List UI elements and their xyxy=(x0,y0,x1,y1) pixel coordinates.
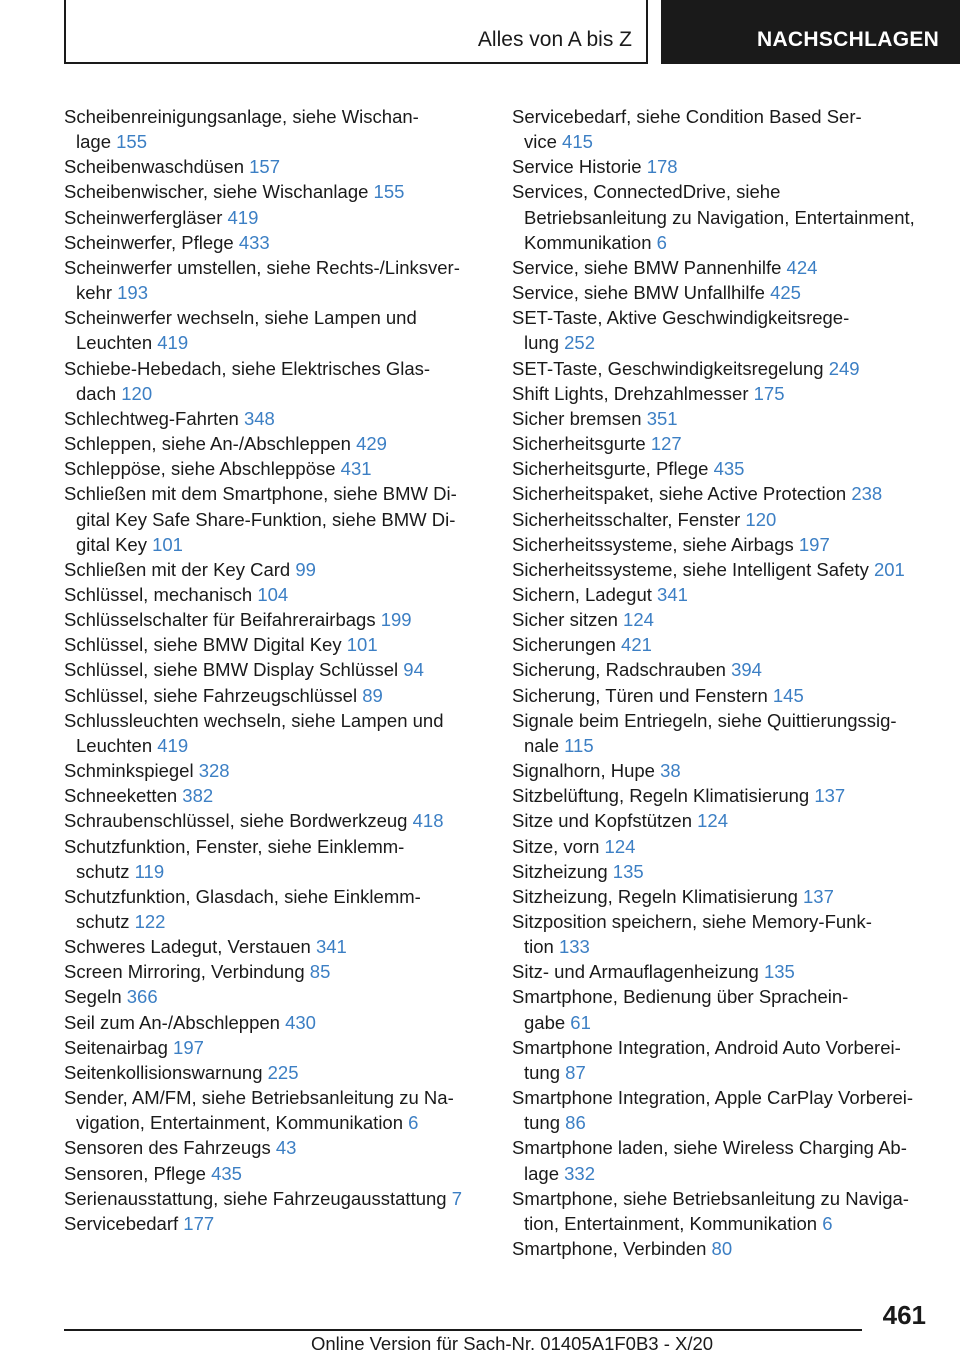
index-entry xyxy=(512,305,937,355)
index-term: dach xyxy=(76,382,117,404)
index-term: gital Key Safe Share-Funktion, siehe BMW Di- xyxy=(76,508,456,530)
index-entry xyxy=(512,708,937,758)
index-entry xyxy=(64,984,484,1009)
page-reference-link[interactable]: 201 xyxy=(873,558,905,580)
index-term: vigation, Entertainment, Kommunikation xyxy=(76,1112,404,1134)
page-reference-link[interactable]: 328 xyxy=(198,760,230,782)
index-entry xyxy=(64,708,484,758)
index-term: Smartphone, Bedienung über Sprachein- xyxy=(512,986,849,1008)
index-entry xyxy=(512,557,937,582)
index-term: Schleppöse, siehe Abschleppöse xyxy=(64,458,336,480)
index-entry xyxy=(512,1085,937,1135)
page-reference-link[interactable]: 341 xyxy=(315,936,347,958)
index-term: schutz xyxy=(76,911,130,932)
index-entry xyxy=(512,179,937,254)
footer-rule xyxy=(64,1329,862,1331)
index-term: schutz xyxy=(76,860,130,882)
page-reference-link[interactable]: 249 xyxy=(828,357,860,379)
index-term: Kommunikation xyxy=(524,231,652,253)
index-entry xyxy=(64,758,484,783)
index-entry xyxy=(64,683,484,708)
page-reference-link[interactable]: 157 xyxy=(249,156,281,178)
index-term: SET-Taste, Aktive Geschwindigkeitsrege- xyxy=(512,307,850,329)
index-entry xyxy=(512,984,937,1034)
page-reference-link[interactable]: 431 xyxy=(340,458,372,480)
index-term: lung xyxy=(524,332,559,354)
page-reference-link[interactable]: 382 xyxy=(182,785,214,807)
index-entry xyxy=(512,808,937,833)
index-term: Schneeketten xyxy=(64,785,178,807)
page-reference-link[interactable]: 178 xyxy=(646,156,678,178)
index-term: Schleppen, siehe An-/Abschleppen xyxy=(64,433,351,455)
index-entry xyxy=(512,381,937,406)
section-title: Alles von A bis Z xyxy=(477,28,632,51)
page-reference-link[interactable]: 238 xyxy=(851,483,883,505)
page-reference-link[interactable]: 429 xyxy=(356,433,387,455)
index-term: Scheinwerfergläser xyxy=(64,206,223,228)
page-reference-link[interactable]: 133 xyxy=(558,936,590,958)
index-entry xyxy=(512,1035,937,1085)
page-reference-link[interactable]: 99 xyxy=(295,558,316,580)
index-entry xyxy=(64,305,484,355)
index-entry xyxy=(64,1085,484,1135)
index-term: Betriebsanleitung zu Navigation, Entertainment, xyxy=(524,206,915,228)
page-reference-link[interactable]: 38 xyxy=(660,760,681,782)
index-term: Smartphone Integration, Apple CarPlay Vorberei- xyxy=(512,1087,914,1109)
index-term: Schlüssel, siehe Fahrzeugschlüssel xyxy=(64,684,358,706)
index-term: Service, siehe BMW Unfallhilfe xyxy=(512,282,765,304)
page-reference-link[interactable]: 197 xyxy=(798,533,830,555)
index-entry xyxy=(512,532,937,557)
index-entry xyxy=(64,154,484,179)
header-chapter-tab[interactable] xyxy=(661,0,960,64)
index-term: Scheinwerfer, Pflege xyxy=(64,231,234,253)
index-entry xyxy=(64,1035,484,1060)
index-term: tung xyxy=(524,1112,561,1134)
index-entry xyxy=(64,959,484,984)
index-entry xyxy=(64,934,484,959)
index-entry xyxy=(512,456,937,481)
page-reference-link[interactable]: 419 xyxy=(157,332,189,354)
page-reference-link[interactable]: 433 xyxy=(238,231,270,253)
index-entry xyxy=(64,1211,484,1236)
index-term: Schließen mit der Key Card xyxy=(64,558,291,580)
index-term: Sicherungen xyxy=(512,634,616,656)
index-entry xyxy=(64,607,484,632)
index-term: Schlechtweg-Fahrten xyxy=(64,407,239,429)
page-reference-link[interactable]: 101 xyxy=(346,634,378,656)
index-entry xyxy=(512,607,937,632)
index-term: Sicherheitssysteme, siehe Intelligent Safety xyxy=(512,558,869,580)
index-entry xyxy=(512,632,937,657)
page-reference-link[interactable]: 6 xyxy=(656,231,667,253)
index-entry xyxy=(64,356,484,406)
index-term: tion, Entertainment, Kommunikation xyxy=(524,1212,818,1234)
page-reference-link[interactable]: 120 xyxy=(121,382,153,404)
index-entry xyxy=(64,406,484,431)
index-term: SET-Taste, Geschwindigkeitsregelung xyxy=(512,357,824,379)
index-term: Sicherheitssysteme, siehe Airbags xyxy=(512,533,794,555)
index-entry xyxy=(64,834,484,884)
index-entry xyxy=(64,783,484,808)
index-term: Sensoren des Fahrzeugs xyxy=(64,1137,271,1159)
page-reference-link[interactable]: 120 xyxy=(745,508,777,530)
page-reference-link[interactable]: 115 xyxy=(564,734,594,756)
index-term: Sitzbelüftung, Regeln Klimatisierung xyxy=(512,785,810,807)
index-term: Schlussleuchten wechseln, siehe Lampen und xyxy=(64,709,444,731)
page-reference-link[interactable]: 7 xyxy=(451,1187,463,1209)
index-column-left xyxy=(64,104,484,1236)
index-entry xyxy=(512,884,937,909)
page-reference-link[interactable]: 430 xyxy=(285,1011,316,1033)
page-reference-link[interactable]: 145 xyxy=(772,684,804,706)
page-reference-link[interactable]: 341 xyxy=(657,583,688,605)
index-term: Sender, AM/FM, siehe Betriebsanleitung zu Na- xyxy=(64,1087,454,1109)
index-entry xyxy=(64,582,484,607)
index-entry xyxy=(512,1236,937,1261)
index-term: lage xyxy=(76,131,111,153)
index-entry xyxy=(64,1135,484,1160)
index-entry xyxy=(512,1135,937,1185)
index-term: Sitzposition speichern, siehe Memory-Funk- xyxy=(512,911,872,932)
index-term: Sichern, Ladegut xyxy=(512,583,652,605)
index-term: Signale beim Entriegeln, siehe Quittierungssig- xyxy=(512,709,897,731)
page-reference-link[interactable]: 351 xyxy=(646,407,678,429)
index-term: Seil zum An-/Abschleppen xyxy=(64,1011,280,1033)
page-reference-link[interactable]: 435 xyxy=(211,1162,242,1184)
index-term: lage xyxy=(524,1162,559,1184)
page-reference-link[interactable]: 124 xyxy=(697,810,728,832)
page-reference-link[interactable]: 80 xyxy=(711,1238,733,1260)
page-reference-link[interactable]: 419 xyxy=(227,206,259,228)
index-term: Smartphone Integration, Android Auto Vorberei- xyxy=(512,1036,901,1058)
page-reference-link[interactable]: 124 xyxy=(623,609,654,631)
index-entry xyxy=(512,783,937,808)
page-reference-link[interactable]: 199 xyxy=(380,609,412,631)
index-entry xyxy=(512,1186,937,1236)
index-term: Leuchten xyxy=(76,734,153,756)
index-entry xyxy=(64,230,484,255)
index-term: Scheinwerfer wechseln, siehe Lampen und xyxy=(64,307,417,329)
index-term: Sitze, vorn xyxy=(512,835,600,857)
index-term: Smartphone, Verbinden xyxy=(512,1238,707,1260)
index-entry xyxy=(64,104,484,154)
index-entry xyxy=(512,356,937,381)
page-number: 461 xyxy=(882,1300,926,1330)
index-entry xyxy=(512,657,937,682)
index-term: Scheibenwaschdüsen xyxy=(64,156,244,178)
index-term: vice xyxy=(524,131,557,153)
index-term: Sicher bremsen xyxy=(512,407,642,429)
index-term: kehr xyxy=(76,282,112,304)
index-term: Schweres Ladegut, Verstauen xyxy=(64,936,311,958)
index-term: Service Historie xyxy=(512,156,642,178)
index-term: Service, siehe BMW Pannenhilfe xyxy=(512,256,782,278)
page-reference-link[interactable]: 332 xyxy=(564,1162,595,1184)
index-term: gabe xyxy=(524,1011,566,1033)
index-term: Scheibenreinigungsanlage, siehe Wischan- xyxy=(64,106,419,127)
index-term: Schiebe-Hebedach, siehe Elektrisches Glas- xyxy=(64,357,431,379)
index-entry xyxy=(64,657,484,682)
page-reference-link[interactable]: 86 xyxy=(565,1112,586,1134)
page-reference-link[interactable]: 419 xyxy=(157,734,189,756)
index-term: Sicherung, Türen und Fenstern xyxy=(512,684,768,706)
index-term: Sitz- und Armauflagenheizung xyxy=(512,961,759,983)
page-reference-link[interactable]: 124 xyxy=(604,835,636,857)
index-term: Sitze und Kopfstützen xyxy=(512,810,692,832)
index-term: Leuchten xyxy=(76,332,153,354)
index-entry xyxy=(512,909,937,959)
index-term: Sicherheitsschalter, Fenster xyxy=(512,508,741,530)
page-reference-link[interactable]: 225 xyxy=(267,1061,299,1083)
page-reference-link[interactable]: 348 xyxy=(243,407,275,429)
index-term: Sensoren, Pflege xyxy=(64,1162,206,1184)
index-term: Schließen mit dem Smartphone, siehe BMW Di- xyxy=(64,483,457,505)
index-entry xyxy=(512,481,937,506)
index-term: Seitenairbag xyxy=(64,1036,168,1058)
index-term: Schraubenschlüssel, siehe Bordwerkzeug xyxy=(64,810,408,832)
page-reference-link[interactable]: 425 xyxy=(770,282,801,304)
page-reference-link[interactable]: 418 xyxy=(412,810,444,832)
index-term: Screen Mirroring, Verbindung xyxy=(64,961,305,983)
page-reference-link[interactable]: 61 xyxy=(570,1011,591,1033)
index-entry xyxy=(64,808,484,833)
index-term: Servicebedarf, siehe Condition Based Ser- xyxy=(512,106,862,127)
index-term: gital Key xyxy=(76,533,147,555)
page-reference-link[interactable]: 175 xyxy=(753,382,785,404)
index-term: Sicherheitsgurte, Pflege xyxy=(512,458,709,480)
page-reference-link[interactable]: 424 xyxy=(786,256,818,278)
page-reference-link[interactable]: 119 xyxy=(134,860,165,882)
index-entry xyxy=(512,582,937,607)
page-reference-link[interactable]: 135 xyxy=(763,961,795,983)
page-reference-link[interactable]: 104 xyxy=(257,583,289,605)
index-entry xyxy=(64,205,484,230)
index-term: Sitzheizung xyxy=(512,860,608,882)
index-entry xyxy=(512,104,937,154)
index-entry xyxy=(64,632,484,657)
page-reference-link[interactable]: 193 xyxy=(117,282,149,304)
index-term: Seitenkollisionswarnung xyxy=(64,1061,263,1083)
index-term: Scheibenwischer, siehe Wischanlage xyxy=(64,181,369,203)
index-term: Sicherheitspaket, siehe Active Protection xyxy=(512,483,847,505)
index-term: Schlüssel, siehe BMW Display Schlüssel xyxy=(64,659,399,681)
index-term: Schlüsselschalter für Beifahrerairbags xyxy=(64,609,376,631)
index-entry xyxy=(64,884,484,934)
page-reference-link[interactable]: 127 xyxy=(650,433,682,455)
index-entry xyxy=(512,683,937,708)
index-term: nale xyxy=(524,734,559,756)
index-entry xyxy=(64,456,484,481)
index-entry xyxy=(64,1161,484,1186)
index-term: Schlüssel, mechanisch xyxy=(64,583,253,605)
index-term: Shift Lights, Drehzahlmesser xyxy=(512,382,749,404)
index-column-right xyxy=(512,104,937,1261)
page-reference-link[interactable]: 101 xyxy=(152,533,183,555)
page-reference-link[interactable]: 366 xyxy=(126,986,158,1008)
page-reference-link[interactable]: 6 xyxy=(408,1112,419,1134)
page-reference-link[interactable]: 137 xyxy=(803,885,834,907)
page-reference-link[interactable]: 137 xyxy=(814,785,846,807)
index-term: Servicebedarf xyxy=(64,1212,179,1234)
page-reference-link[interactable]: 85 xyxy=(309,961,331,983)
index-entry xyxy=(512,859,937,884)
page-reference-link[interactable]: 155 xyxy=(116,131,147,153)
page-reference-link[interactable]: 89 xyxy=(362,684,383,706)
index-term: Schminkspiegel xyxy=(64,760,194,782)
index-term: Signalhorn, Hupe xyxy=(512,760,655,782)
page-reference-link[interactable]: 177 xyxy=(183,1212,215,1234)
index-entry xyxy=(512,154,937,179)
index-entry xyxy=(512,255,937,280)
page-reference-link[interactable]: 43 xyxy=(275,1137,297,1159)
page-reference-link[interactable]: 135 xyxy=(612,860,644,882)
index-term: Sicher sitzen xyxy=(512,609,618,631)
index-entry xyxy=(64,557,484,582)
page-reference-link[interactable]: 155 xyxy=(373,181,405,203)
index-term: Segeln xyxy=(64,986,122,1008)
index-entry xyxy=(64,1010,484,1035)
index-term: Serienausstattung, siehe Fahrzeugausstattung xyxy=(64,1187,447,1209)
index-entry xyxy=(512,431,937,456)
index-term: Services, ConnectedDrive, siehe xyxy=(512,181,781,203)
page-reference-link[interactable]: 94 xyxy=(403,659,424,681)
index-term: Sitzheizung, Regeln Klimatisierung xyxy=(512,885,798,907)
page-reference-link[interactable]: 421 xyxy=(621,634,652,656)
index-term: Sicherung, Radschrauben xyxy=(512,659,726,681)
index-term: tion xyxy=(524,936,554,958)
index-entry xyxy=(64,1060,484,1085)
index-term: Smartphone laden, siehe Wireless Charging Ab- xyxy=(512,1137,907,1159)
index-term: Sicherheitsgurte xyxy=(512,433,646,455)
index-term: Schlüssel, siehe BMW Digital Key xyxy=(64,634,342,656)
index-entry xyxy=(512,507,937,532)
index-entry xyxy=(512,834,937,859)
page-reference-link[interactable]: 415 xyxy=(562,131,593,153)
index-term: tung xyxy=(524,1061,561,1083)
index-term: Scheinwerfer umstellen, siehe Rechts-/Linksver- xyxy=(64,256,460,278)
footer-version-text: Online Version für Sach-Nr. 01405A1F0B3 - X/20 xyxy=(311,1333,714,1354)
chapter-title: NACHSCHLAGEN xyxy=(757,28,940,51)
page-reference-link[interactable]: 252 xyxy=(564,332,595,354)
index-entry xyxy=(512,280,937,305)
index-entry xyxy=(64,179,484,204)
page-reference-link[interactable]: 394 xyxy=(731,659,762,681)
page-reference-link[interactable]: 197 xyxy=(173,1036,204,1058)
index-entry xyxy=(64,431,484,456)
page-reference-link[interactable]: 122 xyxy=(134,911,166,932)
index-entry xyxy=(512,406,937,431)
index-term: Smartphone, siehe Betriebsanleitung zu Naviga- xyxy=(512,1187,909,1209)
index-entry xyxy=(64,1186,484,1211)
index-entry xyxy=(64,481,484,556)
page-reference-link[interactable]: 87 xyxy=(565,1061,586,1083)
index-term: Schutzfunktion, Fenster, siehe Einklemm- xyxy=(64,835,405,857)
index-entry xyxy=(512,758,937,783)
page-reference-link[interactable]: 435 xyxy=(713,458,745,480)
header-section-box xyxy=(64,0,648,64)
index-term: Schutzfunktion, Glasdach, siehe Einklemm- xyxy=(64,885,421,907)
index-entry xyxy=(512,959,937,984)
page-reference-link[interactable]: 6 xyxy=(822,1212,833,1234)
index-entry xyxy=(64,255,484,305)
